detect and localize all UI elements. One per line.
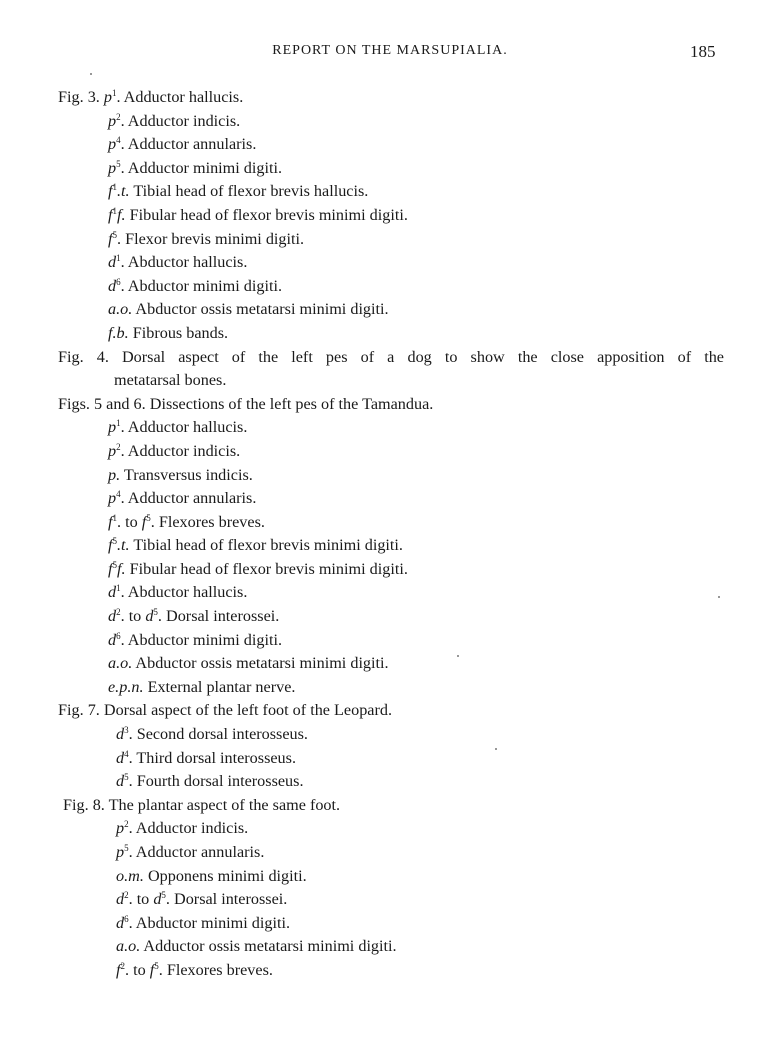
legend-line xyxy=(0,652,776,676)
legend-line xyxy=(0,180,776,204)
reference-letter: f xyxy=(108,536,113,555)
reference-letter: f xyxy=(116,960,121,979)
reference-letter: f xyxy=(149,960,155,979)
legend-text: External plantar nerve. xyxy=(143,677,296,696)
legend-text: . Abductor hallucis. xyxy=(120,253,248,272)
legend-text: Dissections of the left pes of the Tamandua. xyxy=(149,394,434,413)
reference-index: 4 xyxy=(124,748,129,759)
figure-label: Fig. 3. xyxy=(58,88,104,106)
reference-letter: d xyxy=(116,725,125,744)
legend-line xyxy=(0,794,776,818)
legend-text: . Adductor annularis. xyxy=(128,843,265,861)
scan-speck xyxy=(718,596,720,598)
reference-index: 1 xyxy=(111,88,117,98)
legend-text: . Adductor indicis. xyxy=(120,111,241,130)
reference-index: 5 xyxy=(116,158,121,169)
reference-letter: d xyxy=(116,748,125,767)
legend-line xyxy=(0,629,776,653)
reference-index: 2 xyxy=(116,441,121,452)
reference-index: 4 xyxy=(116,135,121,146)
legend-line xyxy=(0,699,776,723)
legend-text: . Flexores breves. xyxy=(150,512,265,531)
reference-index: 1 xyxy=(116,253,121,264)
figure-label: Fig. 7. xyxy=(58,701,104,720)
legend-text: . Abductor minimi digiti. xyxy=(120,630,283,649)
reference-letter: p xyxy=(103,88,112,106)
legend-line xyxy=(0,511,776,535)
legend-line xyxy=(0,228,776,252)
running-header: REPORT ON THE MARSUPIALIA. xyxy=(272,43,508,58)
reference-letter: p xyxy=(108,418,117,437)
legend-line xyxy=(0,464,776,488)
legend-line xyxy=(0,959,776,983)
reference-index: 6 xyxy=(116,630,121,641)
legend-line xyxy=(0,416,776,440)
reference-index: 1 xyxy=(112,182,117,193)
page-number: 185 xyxy=(690,42,716,61)
legend-text: . Dorsal interossei. xyxy=(157,607,280,626)
legend-text: Tibial head of flexor brevis hallucis. xyxy=(129,182,369,201)
legend-line xyxy=(0,558,776,582)
legend-line xyxy=(0,770,776,794)
legend-text: . Abductor minimi digiti. xyxy=(120,276,283,295)
reference-letter: d xyxy=(108,630,117,649)
reference-letter: f xyxy=(108,512,113,531)
reference-index: 1 xyxy=(116,418,121,429)
reference-letter: d xyxy=(145,607,154,626)
legend-line xyxy=(0,676,776,700)
legend-line xyxy=(0,817,776,841)
reference-letter: a.o. xyxy=(108,300,133,319)
legend-line xyxy=(0,322,776,346)
reference-index: 1 xyxy=(112,205,117,216)
reference-letter: a.o. xyxy=(116,937,141,956)
reference-letter: p xyxy=(108,158,117,177)
legend-line xyxy=(0,157,776,181)
reference-letter: f xyxy=(108,559,113,578)
reference-suffix: f. xyxy=(117,559,126,578)
reference-letter: f.b. xyxy=(108,323,129,342)
reference-index: 5 xyxy=(124,843,129,853)
legend-line xyxy=(0,841,776,865)
scan-speck xyxy=(457,655,459,657)
legend-text: . to xyxy=(120,607,146,626)
legend-text: metatarsal bones. xyxy=(114,371,227,390)
reference-index: 2 xyxy=(124,819,129,830)
reference-index: 5 xyxy=(112,559,117,570)
reference-index: 2 xyxy=(124,890,129,901)
legend-text: . Flexores breves. xyxy=(158,960,273,979)
legend-text: . Adductor minimi digiti. xyxy=(120,158,283,177)
legend-line xyxy=(0,747,776,771)
legend-line xyxy=(0,865,776,889)
legend-text: . Adductor hallucis. xyxy=(120,418,248,437)
reference-index: 2 xyxy=(116,607,121,618)
reference-index: 6 xyxy=(116,276,121,287)
reference-index: 3 xyxy=(124,725,129,736)
legend-line xyxy=(0,251,776,275)
scan-speck xyxy=(495,748,497,750)
reference-index: 5 xyxy=(124,772,129,783)
legend-text: Fibular head of flexor brevis minimi digiti. xyxy=(125,205,408,224)
reference-suffix: f. xyxy=(117,205,126,224)
reference-suffix: .t. xyxy=(117,182,130,201)
legend-text: . to xyxy=(128,890,154,909)
legend-text: . Abductor minimi digiti. xyxy=(128,913,291,932)
legend-text: The plantar aspect of the same foot. xyxy=(108,795,341,814)
legend-text: Tibial head of flexor brevis minimi digiti. xyxy=(129,536,403,555)
legend-line xyxy=(0,133,776,157)
figure-label: Fig. 8. xyxy=(63,795,109,814)
reference-letter: p xyxy=(108,489,117,508)
reference-letter: p xyxy=(108,135,117,154)
legend-text: . Adductor indicis. xyxy=(120,441,241,460)
reference-letter: d xyxy=(116,772,125,791)
scan-speck xyxy=(90,73,92,75)
legend-text: . Second dorsal interosseus. xyxy=(128,725,308,744)
legend-text: Dorsal aspect of the left foot of the Leopard. xyxy=(103,701,393,720)
legend-line xyxy=(0,369,776,393)
figure-label: Figs. 5 and 6. xyxy=(58,394,150,413)
legend-text: . Adductor indicis. xyxy=(128,819,249,838)
legend-text: Fibular head of flexor brevis minimi digiti. xyxy=(125,559,408,578)
legend-line xyxy=(0,298,776,322)
reference-index: 5 xyxy=(153,607,158,618)
legend-text: Abductor ossis metatarsi minimi digiti. xyxy=(132,654,389,673)
legend-text: Adductor ossis metatarsi minimi digiti. xyxy=(140,937,397,956)
reference-letter: p xyxy=(108,111,117,130)
legend-line xyxy=(0,393,776,417)
legend-text: . Adductor annularis. xyxy=(120,135,257,154)
figure-legend-list xyxy=(0,86,776,983)
reference-letter: p xyxy=(116,843,125,861)
legend-line xyxy=(0,723,776,747)
reference-index: 5 xyxy=(161,890,166,901)
legend-text: Dorsal aspect of the left pes of a dog to show the close apposition of the xyxy=(121,347,724,366)
legend-line xyxy=(0,275,776,299)
reference-letter: e.p.n. xyxy=(108,677,144,696)
legend-line xyxy=(0,912,776,936)
legend-line xyxy=(0,487,776,511)
legend-text: . Third dorsal interosseus. xyxy=(128,748,296,767)
reference-index: 5 xyxy=(154,960,159,971)
legend-line xyxy=(0,346,724,370)
legend-text: Opponens minimi digiti. xyxy=(143,866,307,885)
reference-suffix: .t. xyxy=(117,536,130,555)
legend-line xyxy=(0,888,776,912)
legend-line xyxy=(0,204,776,228)
legend-text: . to xyxy=(125,960,150,979)
reference-letter: d xyxy=(108,583,117,602)
legend-line xyxy=(0,605,776,629)
reference-letter: f xyxy=(108,182,113,201)
legend-text: Transversus indicis. xyxy=(120,465,253,484)
legend-line xyxy=(0,440,776,464)
reference-letter: f xyxy=(108,229,113,248)
reference-index: 2 xyxy=(116,111,121,122)
legend-line xyxy=(0,581,776,605)
legend-text: Fibrous bands. xyxy=(128,323,229,342)
reference-index: 1 xyxy=(116,583,121,594)
legend-line xyxy=(0,86,776,110)
reference-index: 6 xyxy=(124,913,129,924)
reference-index: 5 xyxy=(112,229,117,240)
reference-letter: d xyxy=(153,890,162,909)
legend-text: . to xyxy=(117,512,142,531)
reference-letter: d xyxy=(116,890,125,909)
legend-text: . Abductor hallucis. xyxy=(120,583,248,602)
reference-letter: p. xyxy=(108,465,121,484)
figure-label: Fig. 4. xyxy=(58,347,122,366)
reference-index: 4 xyxy=(116,489,121,500)
legend-line xyxy=(0,110,776,134)
legend-text: . Fourth dorsal interosseus. xyxy=(128,772,304,791)
reference-index: 1 xyxy=(112,512,117,523)
reference-letter: o.m. xyxy=(116,866,144,885)
reference-letter: d xyxy=(116,913,125,932)
legend-text: . Adductor annularis. xyxy=(120,489,257,508)
legend-line xyxy=(0,935,776,959)
legend-text: . Dorsal interossei. xyxy=(165,890,288,909)
legend-text: . Flexor brevis minimi digiti. xyxy=(117,229,305,248)
legend-text: . Adductor hallucis. xyxy=(116,88,244,106)
reference-index: 2 xyxy=(120,960,125,971)
legend-line xyxy=(0,534,776,558)
reference-letter: d xyxy=(108,253,117,272)
reference-letter: d xyxy=(108,607,117,626)
reference-letter: f xyxy=(108,205,113,224)
reference-letter: d xyxy=(108,276,117,295)
reference-index: 5 xyxy=(146,512,151,523)
reference-letter: p xyxy=(116,819,125,838)
reference-letter: a.o. xyxy=(108,654,133,673)
reference-index: 5 xyxy=(112,536,117,547)
legend-text: Abductor ossis metatarsi minimi digiti. xyxy=(132,300,389,319)
reference-letter: p xyxy=(108,441,117,460)
reference-letter: f xyxy=(141,512,147,531)
